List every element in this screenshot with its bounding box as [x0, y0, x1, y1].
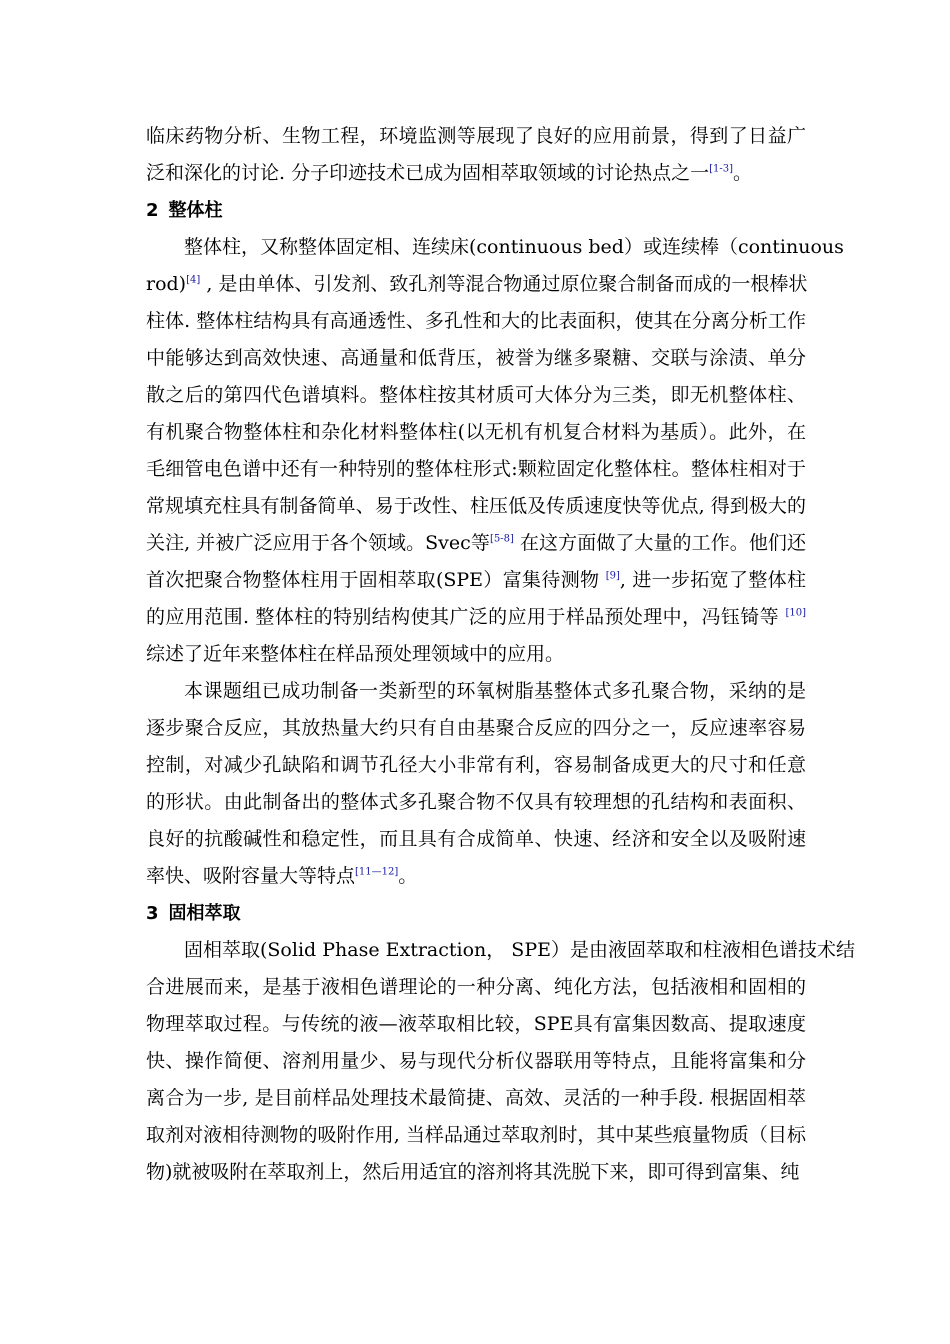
text-line — [146, 858, 806, 895]
text-run: 的应用范围. 整体柱的特别结构使其广泛的应用于样品预处理中，冯钰锜等 — [146, 606, 786, 628]
text-run: 。 — [733, 162, 753, 184]
text-run: 临床药物分析、生物工程，环境监测等展现了良好的应用前景，得到了日益广 — [146, 125, 806, 147]
text-run: 有机聚合物整体柱和杂化材料整体柱(以无机有机复合材料为基质）。此外，在 — [146, 421, 806, 443]
text-line — [146, 562, 806, 599]
text-line — [146, 377, 806, 414]
text-run: , 是由单体、引发剂、致孔剂等混合物通过原位聚合制备而成的一根棒状 — [200, 273, 808, 295]
citation-reference: [11—12] — [355, 866, 399, 878]
text-run: 柱体. 整体柱结构具有高通透性、多孔性和大的比表面积，使其在分离分析工作 — [146, 310, 806, 332]
text-line — [146, 1154, 806, 1191]
citation-reference: [4] — [186, 274, 201, 286]
text-run: 本课题组已成功制备一类新型的环氧树脂基整体式多孔聚合物，采纳的是 — [184, 680, 806, 702]
text-run: 整体柱，又称整体固定相、连续床(continuous bed）或连续棒（continuous — [184, 236, 844, 258]
text-line — [146, 599, 806, 636]
text-line — [146, 118, 806, 155]
section-title: 整体柱 — [168, 200, 223, 221]
text-run: 中能够达到高效快速、高通量和低背压，被誉为继多聚糖、交联与涂渍、单分 — [146, 347, 806, 369]
text-line — [146, 525, 806, 562]
text-line — [146, 1117, 806, 1154]
text-run: rod) — [146, 273, 187, 295]
text-line — [146, 229, 844, 266]
text-run: 关注, 并被广泛应用于各个领域。Svec等 — [146, 532, 490, 554]
text-run: 毛细管电色谱中还有一种特别的整体柱形式:颗粒固定化整体柱。整体柱相对于 — [146, 458, 806, 480]
text-line — [146, 821, 806, 858]
section-heading — [146, 895, 806, 932]
text-run: 的形状。由此制备出的整体式多孔聚合物不仅具有较理想的孔结构和表面积、 — [146, 791, 806, 813]
citation-reference: [1-3] — [709, 163, 733, 175]
text-line — [146, 969, 806, 1006]
section-number: 3 — [146, 903, 159, 924]
text-run: 逐步聚合反应，其放热量大约只有自由基聚合反应的四分之一，反应速率容易 — [146, 717, 806, 739]
text-run: 固相萃取(Solid Phase Extraction， SPE）是由液固萃取和柱液相色谱技术结 — [184, 939, 855, 961]
text-line — [146, 414, 806, 451]
text-line — [146, 673, 806, 710]
text-line — [146, 1006, 806, 1043]
text-line — [146, 155, 806, 192]
citation-reference: [9] — [605, 570, 620, 582]
text-line — [146, 784, 806, 821]
text-line — [146, 303, 806, 340]
text-run: 离合为一步, 是目前样品处理技术最简捷、高效、灵活的一种手段. 根据固相萃 — [146, 1087, 806, 1109]
section-number: 2 — [146, 200, 159, 221]
text-run: 。 — [398, 865, 418, 887]
text-run: 综述了近年来整体柱在样品预处理领域中的应用。 — [146, 643, 565, 665]
text-line — [146, 266, 806, 303]
section-heading — [146, 192, 806, 229]
text-run: 良好的抗酸碱性和稳定性，而且具有合成简单、快速、经济和安全以及吸附速 — [146, 828, 806, 850]
text-run: 物)就被吸附在萃取剂上，然后用适宜的溶剂将其洗脱下来，即可得到富集、纯 — [146, 1161, 800, 1183]
text-line — [146, 1043, 806, 1080]
section-title: 固相萃取 — [168, 903, 241, 924]
text-run: 合进展而来，是基于液相色谱理论的一种分离、纯化方法，包括液相和固相的 — [146, 976, 806, 998]
text-line — [146, 340, 806, 377]
text-line — [146, 932, 855, 969]
text-run: 常规填充柱具有制备简单、易于改性、柱压低及传质速度快等优点, 得到极大的 — [146, 495, 806, 517]
text-line — [146, 1080, 806, 1117]
citation-reference: [5-8] — [489, 533, 514, 545]
citation-reference: [10] — [785, 607, 806, 619]
text-run: 泛和深化的讨论. 分子印迹技术已成为固相萃取领域的讨论热点之一 — [146, 162, 710, 184]
text-run: 率快、吸附容量大等特点 — [146, 865, 356, 887]
text-line — [146, 710, 806, 747]
text-run: 控制，对减少孔缺陷和调节孔径大小非常有利，容易制备成更大的尺寸和任意 — [146, 754, 806, 776]
text-run: 首次把聚合物整体柱用于固相萃取(SPE）富集待测物 — [146, 569, 606, 591]
text-line — [146, 451, 806, 488]
text-line — [146, 488, 806, 525]
text-run: 在这方面做了大量的工作。他们还 — [513, 532, 806, 554]
text-run: , 进一步拓宽了整体柱 — [619, 569, 806, 591]
text-line — [146, 636, 806, 673]
text-run: 取剂对液相待测物的吸附作用, 当样品通过萃取剂时，其中某些痕量物质（目标 — [146, 1124, 806, 1146]
text-run: 物理萃取过程。与传统的液—液萃取相比较，SPE具有富集因数高、提取速度 — [146, 1013, 806, 1035]
text-line — [146, 747, 806, 784]
body-text — [146, 118, 855, 1191]
text-run: 快、操作简便、溶剂用量少、易与现代分析仪器联用等特点，且能将富集和分 — [146, 1050, 806, 1072]
text-run: 散之后的第四代色谱填料。整体柱按其材质可大体分为三类，即无机整体柱、 — [146, 384, 806, 406]
